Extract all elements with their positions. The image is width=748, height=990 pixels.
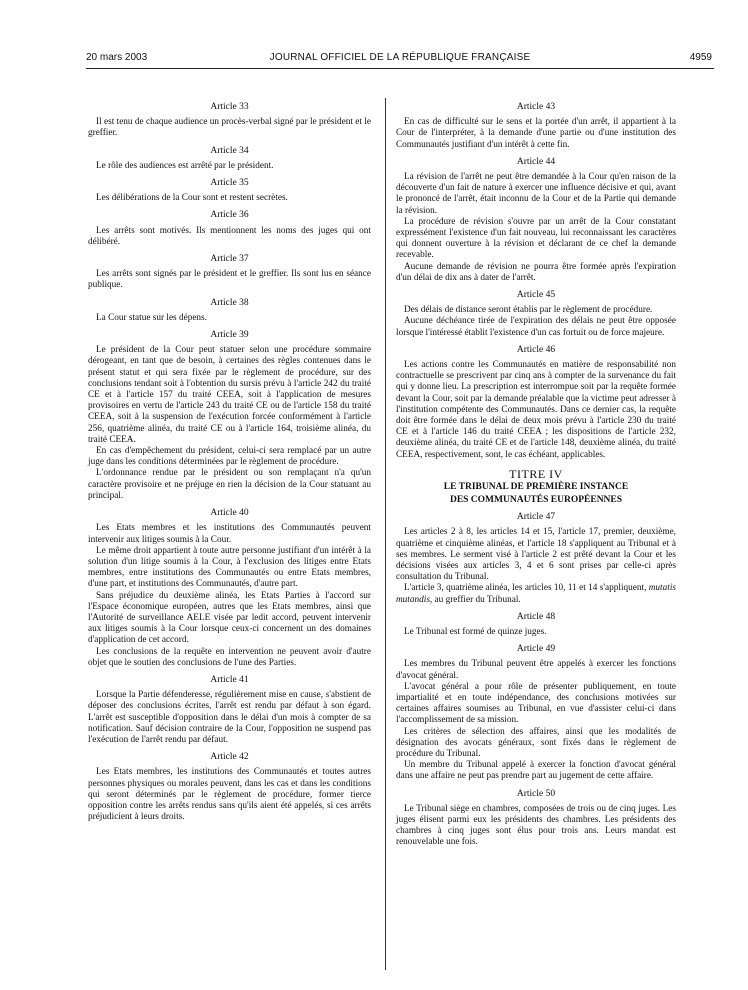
article-paragraph: Aucune demande de révision ne pourra être formée après l'expiration d'un délai de dix ans à dater de l'arrêt. — [396, 261, 676, 283]
article-paragraph: Les membres du Tribunal peuvent être appelés à exercer les fonctions d'avocat général. — [396, 659, 676, 681]
article-heading: Article 41 — [210, 674, 249, 685]
article-heading: Article 36 — [210, 210, 249, 221]
header-title: JOURNAL OFFICIEL DE LA RÉPUBLIQUE FRANÇAISE — [269, 52, 531, 63]
article-section — [88, 210, 371, 248]
article-section — [88, 330, 371, 502]
article-heading: Article 40 — [210, 508, 249, 519]
article-paragraph: Les arrêts sont motivés. Ils mentionnent les noms des juges qui ont délibéré. — [88, 225, 371, 247]
article-paragraph: Les articles 2 à 8, les articles 14 et 15, l'article 17, premier, deuxième, quatrième et cinquième alinéas, et l'article 18 s'appliquent au Tribunal et à ses membres. Le serment visé à l'article 2 est prêté devant la Cour et les décisions visées aux articles 3, 4 et 6 sont prises par celle-ci après consultation du Tribunal. — [396, 527, 676, 583]
article-paragraph: En cas de difficulté sur le sens et la portée d'un arrêt, il appartient à la Cour de l'interpréter, à la demande d'une partie ou d'une institution des Communautés justifiant d'un intérêt à cette fin. — [396, 117, 676, 150]
article-heading: Article 48 — [516, 611, 556, 622]
article-paragraph: Le président de la Cour peut statuer selon une procédure sommaire dérogeant, en tant que de besoin, à certaines des règles contenues dans le présent statut et qui sera fixée par le règlement de procédure, sur des conclusions tendant soit à l'obtention du sursis prévu à l'article 242 du traité CE et à l'article 157 du traité CEEA, soit à l'application de mesures provisoires en vertu de l'article 243 du traité CE ou de l'article 158 du traité CEEA, soit à la suspension de l'exécution forcée conformément à l'article 256, quatrième alinéa, du traité CE ou à l'article 164, troisième alinéa, du traité CEEA. — [88, 345, 371, 445]
article-section — [396, 157, 676, 284]
article-paragraph: La révision de l'arrêt ne peut être demandée à la Cour qu'en raison de la découverte d'un fait de nature à exercer une influence décisive et qui, avant le prononcé de l'arrêt, était inconnu de la Cour et de la Partie qui demande la révision. — [396, 172, 676, 216]
article-paragraph: Le Tribunal est formé de quinze juges. — [404, 626, 547, 637]
article-paragraph: En cas d'empêchement du président, celui-ci sera remplacé par un autre juge dans les conditions déterminées par le règlement de procédure. — [88, 446, 371, 468]
article-heading: Article 44 — [516, 156, 556, 167]
article-heading: Article 46 — [516, 344, 556, 355]
article-paragraph: Des délais de distance seront établis par le règlement de procédure. — [404, 305, 653, 316]
right-column — [396, 96, 676, 849]
article-paragraph: Un membre du Tribunal appelé à exercer la fonction d'avocat général dans une affaire ne peut pas prendre part au jugement de cette affaire. — [396, 760, 676, 782]
article-paragraph: Les critères de sélection des affaires, ainsi que les modalités de désignation des avocats généraux, sont fixés dans le règlement de procédure du Tribunal. — [396, 726, 676, 759]
article-heading: Article 39 — [210, 330, 249, 341]
article-section — [88, 254, 371, 292]
article-heading: Article 47 — [516, 512, 556, 523]
left-column — [88, 96, 371, 823]
article-heading: Article 37 — [210, 254, 249, 265]
article-section — [396, 102, 676, 151]
article-paragraph: Les Etats membres, les institutions des Communautés et toutes autres personnes physiques ou morales peuvent, dans les cas et dans les conditions qui seront déterminés par le règlement de procédure, former tierce opposition contre les arrêts rendus sans qu'ils aient été appelés, si ces arrêts préjudicient à leurs droits. — [88, 767, 371, 823]
article-paragraph: L'article 3, quatrième alinéa, les articles 10, 11 et 14 s'appliquent, mutatis mutandis, au greffier du Tribunal. — [396, 583, 676, 605]
article-paragraph: Lorsque la Partie défenderesse, régulièrement mise en cause, s'abstient de déposer des conclusions écrites, l'arrêt est rendu par défaut à son égard. L'arrêt est susceptible d'opposition dans le délai d'un mois à compter de sa notification. Sauf décision contraire de la Cour, l'opposition ne suspend pas l'exécution de l'arrêt rendu par défaut. — [88, 690, 371, 745]
article-heading: Article 35 — [210, 178, 249, 189]
article-section — [88, 675, 371, 746]
article-paragraph: Les actions contre les Communautés en matière de responsabilité non contractuelle se prescrivent par cinq ans à compter de la survenance du fait qui y donne lieu. La prescription est interrompue soit par la requête formée devant la Cour, soit par la demande préalable que la victime peut adresser à l'institution compétente des Communautés. Dans ce dernier cas, la requête doit être formée dans le délai de deux mois prévu à l'article 230 du traité CE et à l'article 146 du traité CEEA ; les dispositions de l'article 232, deuxième alinéa, du traité CE et de l'article 148, deuxième alinéa, du traité CEEA, respectivement, sont, le cas échéant, applicables. — [396, 360, 676, 460]
article-heading: Article 43 — [516, 102, 556, 112]
article-paragraph: Le rôle des audiences est arrêté par le président. — [96, 160, 274, 171]
article-section — [88, 752, 371, 823]
article-paragraph: L'avocat général a pour rôle de présenter publiquement, en toute impartialité et en toute indépendance, des conclusions motivées sur certaines affaires soumises au Tribunal, en vue d'assister celui-ci dans l'accomplissement de sa mission. — [396, 681, 676, 726]
article-paragraph: Les arrêts sont signés par le président et le greffier. Ils sont lus en séance publique. — [88, 269, 371, 291]
article-paragraph: Sans préjudice du deuxième alinéa, les Etats Parties à l'accord sur l'Espace économique européen, autres que les Etats membres, ainsi que l'Autorité de surveillance AELE visée par ledit accord, peuvent intervenir aux litiges soumis à la Cour lorsque ceux-ci concernent un des domaines d'application de cet accord. — [88, 590, 371, 646]
page-number: 4959 — [689, 52, 712, 63]
article-section — [396, 789, 676, 849]
article-heading: Article 34 — [210, 145, 249, 156]
page-header — [86, 44, 714, 69]
italic-phrase: mutatis mutandis — [396, 583, 676, 605]
article-paragraph: L'ordonnance rendue par le président ou son remplaçant n'a qu'un caractère provisoire et ne préjuge en rien la décision de la Cour statuant au principal. — [88, 468, 371, 501]
article-section — [396, 512, 676, 606]
title-subheading: LE TRIBUNAL DE PREMIÈRE INSTANCE — [443, 482, 629, 493]
article-paragraph: Le même droit appartient à toute autre personne justifiant d'un intérêt à la solution d'un litige soumis à la Cour, à l'exclusion des litiges entre Etats membres, entre institutions des Communautés ou entre Etats membres, d'une part, et institutions des Communautés, d'autre part. — [88, 545, 371, 590]
article-paragraph: Les conclusions de la requête en intervention ne peuvent avoir d'autre objet que le soutien des conclusions de l'une des Parties. — [88, 646, 371, 668]
article-paragraph: La Cour statue sur les dépens. — [96, 312, 207, 323]
article-heading: Article 33 — [210, 102, 249, 112]
article-section — [396, 644, 676, 782]
article-heading: Article 45 — [516, 290, 556, 301]
article-paragraph: Les délibérations de la Cour sont et restent secrètes. — [96, 193, 288, 204]
article-heading: Article 42 — [210, 752, 249, 763]
article-section — [88, 508, 371, 669]
article-section — [396, 612, 676, 638]
article-heading: Article 38 — [210, 297, 249, 308]
article-section — [396, 290, 676, 339]
header-date: 20 mars 2003 — [86, 52, 148, 63]
article-section — [88, 146, 371, 172]
article-paragraph: Aucune déchéance tirée de l'expiration des délais ne peut être opposée lorsque l'intéressé établit l'existence d'un cas fortuit ou de force majeure. — [396, 316, 676, 338]
article-paragraph: La procédure de révision s'ouvre par un arrêt de la Cour constatant expressément l'existence d'un fait nouveau, lui reconnaissant les caractères qui donnent ouverture à la révision et déclarant de ce chef la demande recevable. — [396, 216, 676, 261]
article-section — [88, 102, 371, 140]
article-section — [88, 298, 371, 324]
article-section — [396, 345, 676, 461]
article-paragraph: Il est tenu de chaque audience un procès-verbal signé par le président et le greffier. — [88, 117, 371, 139]
article-heading: Article 50 — [516, 788, 556, 799]
title-subheading: DES COMMUNAUTÉS EUROPÉENNES — [449, 495, 623, 506]
article-section — [396, 466, 676, 506]
article-paragraph: Le Tribunal siège en chambres, composées de trois ou de cinq juges. Les juges élisent parmi eux les présidents des chambres. Les présidents des chambres à cinq juges sont élus pour trois ans. Leurs mandat est renouvelable une fois. — [396, 803, 676, 848]
article-heading: Article 49 — [516, 644, 556, 655]
article-paragraph: Les Etats membres et les institutions des Communautés peuvent intervenir aux litiges soumis à la Cour. — [88, 523, 371, 545]
title-heading: TITRE IV — [509, 466, 563, 481]
article-section — [88, 178, 371, 204]
column-divider — [385, 98, 386, 970]
